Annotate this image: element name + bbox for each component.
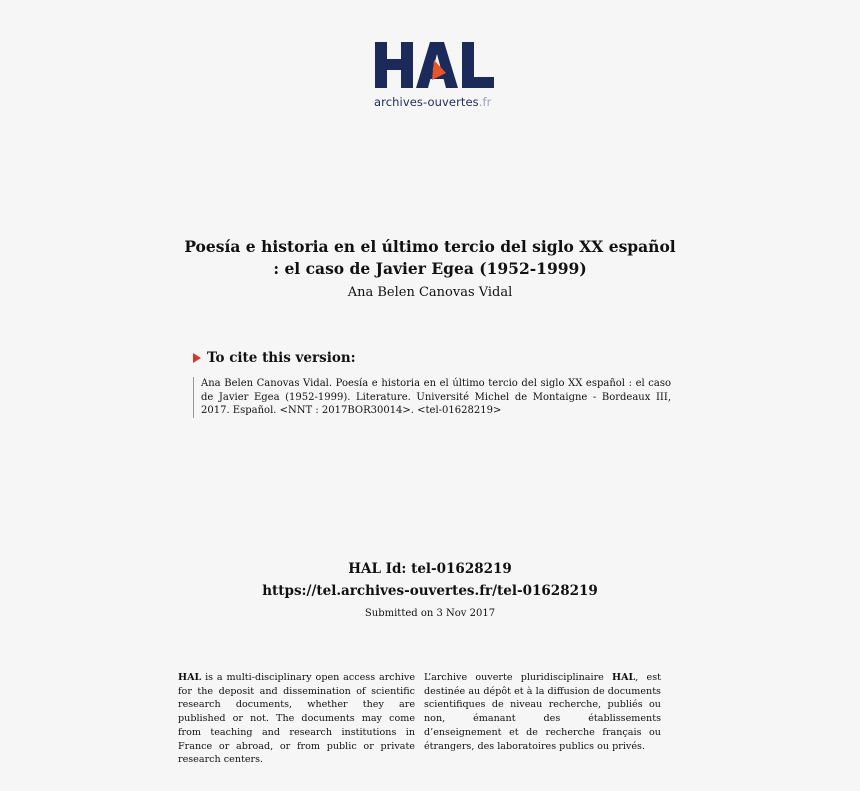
bullet-triangle-icon <box>193 353 201 363</box>
abstract-fr-pre: L’archive ouverte pluridisciplinaire <box>424 672 613 683</box>
hal-url-link[interactable]: https://tel.archives-ouvertes.fr/tel-01628219 <box>262 583 598 599</box>
author-name: Ana Belen Canovas Vidal <box>347 285 513 300</box>
cite-heading <box>193 350 356 366</box>
cite-heading-label: To cite this version: <box>207 350 356 366</box>
logo-tagline-suffix: .fr <box>478 95 492 109</box>
logo-tagline <box>374 95 504 109</box>
abstract-fr-lead: HAL <box>612 672 636 683</box>
title-line-2: : el caso de Javier Egea (1952-1999) <box>273 259 587 278</box>
submission-date: Submitted on 3 Nov 2017 <box>364 608 496 619</box>
abstract-french <box>424 671 661 753</box>
abstract-en-lead: HAL <box>178 672 202 683</box>
abstract-fr-body: , est destinée au dépôt et à la diffusion de documents scientifiques de niveau recherche, publiés ou non, émanant des établissements d’enseignement et de recherche français ou étrangers, des laboratoires publics ou privés. <box>424 672 661 752</box>
title-line-1: Poesía e historia en el último tercio del siglo XX español <box>184 237 676 256</box>
abstract-en-body: is a multi-disciplinary open access archive for the deposit and dissemination of scientific research documents, whether they are published or not. The documents may come from teaching and research institutions in France or abroad, or from public or private research centers. <box>178 672 415 766</box>
hal-id: HAL Id: tel-01628219 <box>348 561 512 577</box>
citation-text: Ana Belen Canovas Vidal. Poesía e historia en el último tercio del siglo XX español : el caso de Javier Egea (1952-1999). Literature. Université Michel de Montaigne - Bordeaux III, 2017. Español. <NNT : 2017BOR30014>. <tel-01628219> <box>193 377 671 418</box>
document-title <box>180 236 680 280</box>
logo-tagline-main: archives-ouvertes <box>374 95 479 109</box>
abstract-english <box>178 671 415 767</box>
